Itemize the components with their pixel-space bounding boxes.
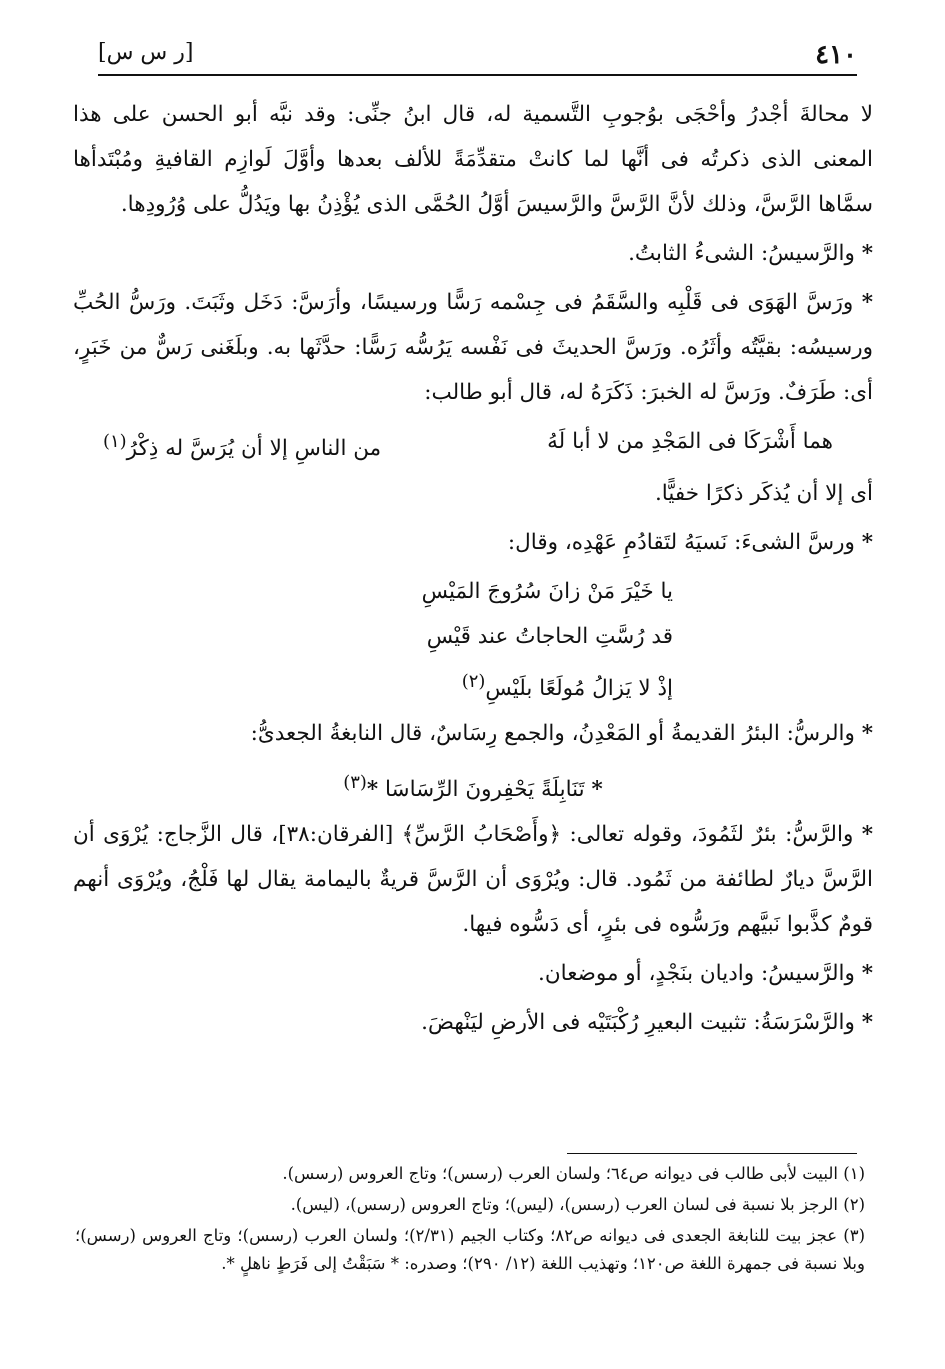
paragraph: أى إلا أن يُذكَر ذكرًا خفيًّا. bbox=[654, 481, 873, 507]
rajaz-line bbox=[73, 659, 873, 711]
asterisk-icon: * bbox=[861, 290, 873, 315]
entry-paragraph bbox=[73, 520, 873, 565]
entry-text: ورسَّ الشىءَ: نَسيَهُ لتَقادُمِ عَهْدِه، وقال: bbox=[507, 530, 855, 556]
entry-paragraph bbox=[73, 951, 873, 996]
asterisk-icon: * bbox=[861, 530, 873, 556]
verse-first-half: هما أَشْرَكَا فى المَجْدِ من لا أبا لَهُ bbox=[547, 429, 833, 454]
entry-paragraph bbox=[73, 280, 873, 415]
header-rule bbox=[98, 74, 857, 76]
rajaz-text: إذْ لا يَزالُ مُولَعًا بلَيْسِ bbox=[485, 676, 673, 702]
footnote-ref: (١) bbox=[103, 431, 127, 452]
asterisk-icon: * bbox=[591, 777, 603, 803]
entry-paragraph bbox=[73, 1000, 873, 1045]
footnote: (٢) الرجز بلا نسبة فى لسان العرب (رسس)، (ليس)؛ وتاج العروس (رسس)، (ليس). bbox=[290, 1195, 865, 1214]
entry-text: والرسُّ: البئرُ القديمةُ أو المَعْدِنُ، والجمع رِسَاسٌ، قال النابغةُ الجعدىُّ: bbox=[250, 721, 855, 747]
footnote-rule bbox=[567, 1153, 857, 1154]
footnote: (١) البيت لأبى طالب فى ديوانه ص٦٤؛ ولسان العرب (رسس)؛ وتاج العروس (رسس). bbox=[282, 1164, 865, 1183]
footnote-ref: (٢) bbox=[461, 671, 486, 693]
rajaz-line: قد رُسَّتِ الحاجاتُ عند قَيْسِ bbox=[426, 624, 673, 650]
paragraph: لا محالةَ أجْدرُ وأحْجَى بوُجوبِ التَّسمية له، قال ابنُ جنِّى: وقد نبَّه أبو الحسن على هذا المعنى الذى ذكرتُه فى أنَّها لما كانتْ متقدِّمَةً للألف بعدها وأوَّلَ لَوازِم القافيةِ ومُبْتَدأها سمَّاها الرَّسَّ، وذلك لأنَّ الرَّسَّ والرَّسيسَ أوَّلُ الحُمَّى الذى يُؤْذِنُ بها ويَدُلُّ على وُرُودِها. bbox=[73, 102, 873, 217]
asterisk-icon: * bbox=[861, 822, 874, 848]
main-text bbox=[73, 92, 873, 1049]
asterisk-icon: * bbox=[861, 1010, 873, 1036]
entry-text: والرَّسُّ: بئرٌ لثَمُودَ، وقوله تعالى: ﴿وأَصْحَابُ الرَّسِّ﴾ [الفرقان:٣٨]، قال الزَّجاج: يُرْوَى أن الرَّسَّ ديارٌ لطائفة من ثَمُود. قال: ويُرْوَى أن الرَّسَّ قريةٌ باليمامة يقال لها فَلْجُ، ويُرْوَى أنهم قومٌ كذَّبوا نَبيَّهم ورَسُّوه فى بئرٍ، أى دَسُّوه فيها. bbox=[73, 822, 873, 938]
footnotes bbox=[75, 1160, 865, 1281]
hemistich-text: تَنَابِلَةً يَحْفِرونَ الرِّسَاسَا bbox=[385, 777, 585, 803]
asterisk-icon: * bbox=[861, 241, 873, 266]
root-label: [ر س س] bbox=[98, 40, 194, 65]
entry-paragraph bbox=[73, 231, 873, 276]
footnote: (٣) عجز بيت للنابغة الجعدى فى ديوانه ص٨٢؛ وكتاب الجيم (٢/٣١)؛ ولسان العرب (رسس)؛ وتاج العروس (رسس)؛ وبلا نسبة فى جمهرة اللغة ص١٢٠؛ وتهذيب اللغة (١٢/ ٢٩٠)؛ وصدره: * سَبَقْتُ إلى فَرَطٍ ناهلٍ *. bbox=[75, 1226, 866, 1273]
page-header bbox=[98, 34, 857, 74]
asterisk-icon: * bbox=[861, 721, 873, 747]
asterisk-icon: * bbox=[366, 777, 379, 803]
asterisk-icon: * bbox=[861, 961, 873, 987]
rajaz-line: يا خَيْرَ مَنْ زانَ سُرُوجَ المَيْسِ bbox=[421, 579, 673, 605]
verse-second-text: من الناسِ إلا أن يُرَسَّ له ذِكْرُ bbox=[126, 436, 382, 462]
verse-line bbox=[73, 419, 873, 471]
entry-text: والرَّسيسُ: واديان بنَجْدٍ، أو موضعان. bbox=[538, 961, 855, 987]
entry-paragraph bbox=[73, 812, 873, 947]
entry-paragraph bbox=[73, 711, 873, 756]
entry-text: ورَسَّ الهَوَى فى قَلْبِه والسَّقَمُ فى جِسْمه رَسًّا ورسيسًا، وأرَسَّ: دَخَل وثَبَتَ. ورَسُّ الحُبِّ ورسيسُه: بقيَّتُه وأثَرُه. ورَسَّ الحديثَ فى نَفْسه يَرُسُّه رَسًّا: حدَّثَها به. وبلَغَنى رَسٌّ من خَبَرٍ، أى: طَرَفٌ. ورَسَّ له الخبرَ: ذَكَرَهُ له، قال أبو طالب: bbox=[73, 290, 873, 405]
entry-text: والرَّسيسُ: الشىءُ الثابتُ. bbox=[628, 241, 855, 266]
entry-text: والرَّسْرَسَةُ: تثبيت البعيرِ رُكْبَتَيْه فى الأرضِ ليَنْهضَ. bbox=[421, 1010, 855, 1036]
footnote-ref: (٣) bbox=[343, 772, 367, 794]
verse-second-half bbox=[103, 419, 381, 471]
page-number: ٤١٠ bbox=[815, 40, 857, 70]
hemistich-line bbox=[73, 760, 873, 812]
